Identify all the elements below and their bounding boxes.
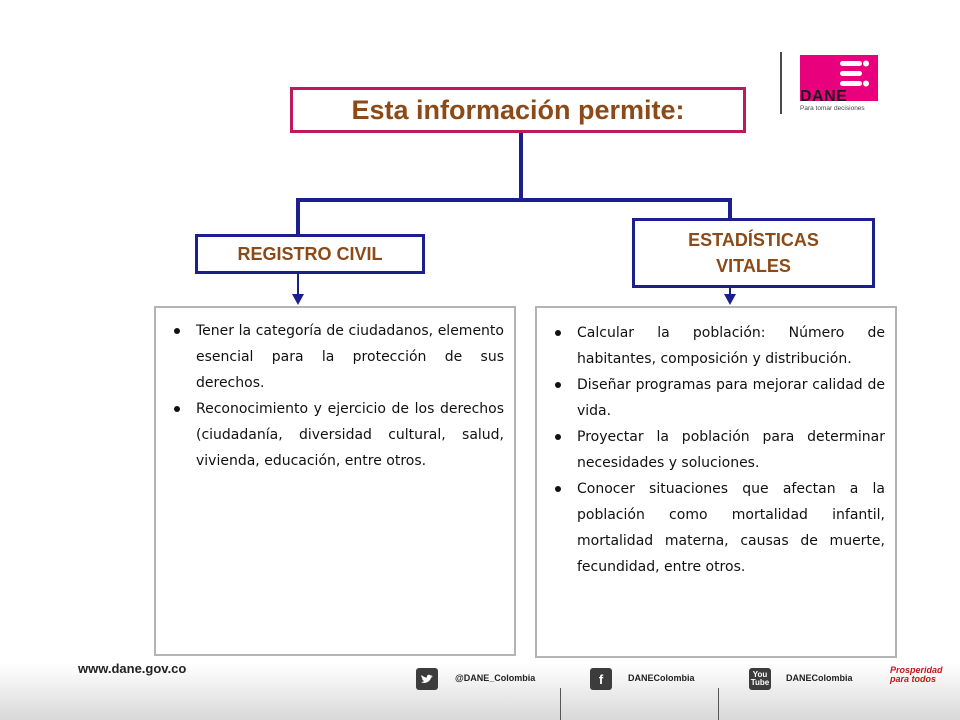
list-item: Proyectar la población para determinar necesidades y soluciones.: [555, 424, 885, 476]
bullet-list: [555, 320, 885, 580]
footer-separator: [560, 688, 561, 720]
diagram-title: Esta información permite:: [290, 87, 746, 133]
list-item: Conocer situaciones que afectan a la población como mortalidad infantil, mortalidad materna, causas de muerte, fecundidad, entre otros.: [555, 476, 885, 580]
twitter-handle[interactable]: @DANE_Colombia: [455, 673, 536, 683]
bullet-icon: [555, 434, 561, 440]
bullet-icon: [555, 486, 561, 492]
bullet-icon: [555, 382, 561, 388]
arrowhead-right: [724, 294, 736, 305]
list-item: Calcular la población: Número de habitantes, composición y distribución.: [555, 320, 885, 372]
branch-estadisticas-vitales: [632, 218, 875, 288]
branch-registro-civil: REGISTRO CIVIL: [195, 234, 425, 274]
bullet-icon: [174, 328, 180, 334]
footer-separator: [718, 688, 719, 720]
facebook-icon[interactable]: f: [590, 668, 612, 690]
list-item: Reconocimiento y ejercicio de los derechos (ciudadanía, diversidad cultural, salud, vivienda, educación, entre otros.: [174, 396, 504, 474]
bullet-icon: [555, 330, 561, 336]
logo-tagline: Para tomar decisiones: [800, 105, 865, 112]
bullet-list: [174, 318, 504, 474]
logo-wordmark: DANE: [800, 88, 848, 105]
arrowhead-left: [292, 294, 304, 305]
prosperidad-logo: Prosperidad para todos: [890, 665, 943, 684]
facebook-handle[interactable]: DANEColombia: [628, 673, 695, 683]
branch-estadisticas-label: ESTADÍSTICAS VITALES: [688, 229, 819, 276]
panel-registro-civil: [154, 306, 516, 656]
panel-estadisticas-vitales: [535, 306, 897, 658]
twitter-icon[interactable]: [416, 668, 438, 690]
youtube-handle[interactable]: DANEColombia: [786, 673, 853, 683]
youtube-icon[interactable]: You Tube: [749, 668, 771, 690]
list-item: Diseñar programas para mejorar calidad de vida.: [555, 372, 885, 424]
bullet-icon: [174, 406, 180, 412]
list-item: Tener la categoría de ciudadanos, elemento esencial para la protección de sus derechos.: [174, 318, 504, 396]
website-link[interactable]: www.dane.gov.co: [78, 661, 187, 676]
